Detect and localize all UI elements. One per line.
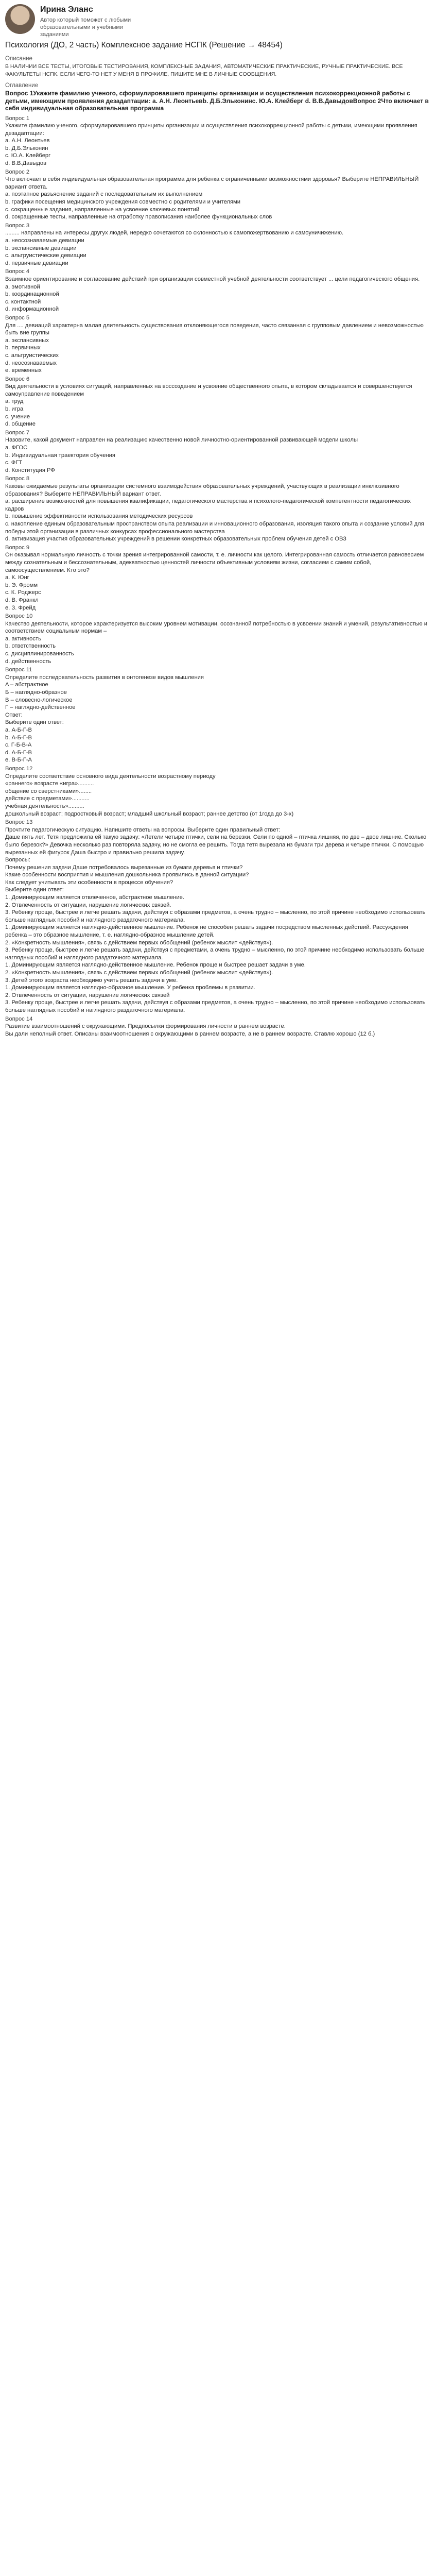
page xyxy=(0,0,436,1038)
answer-option: b. игра xyxy=(5,406,24,413)
question-text: «раннего» возрасте «игра».......... xyxy=(5,781,94,787)
author-block xyxy=(5,4,431,38)
question-block xyxy=(5,1014,431,1038)
answer-option: c. контактной xyxy=(5,298,41,305)
answer-option: c. накопление единым образовательным пространством опыта реализации и инновационного образования, изоляция такого опыта и создание условий для победы этой организации в различных конкурсах профессионального мастерства xyxy=(5,520,424,535)
answer-option: b. первичных xyxy=(5,345,41,351)
question-text: общение со сверстниками»........ xyxy=(5,788,92,794)
question-text: Б – наглядно-образное xyxy=(5,689,67,696)
question-block xyxy=(5,665,431,764)
question-text: Почему решения задачи Даше потребовалось вырезанные из бумаги деревья и птички? xyxy=(5,864,243,871)
answer-option: 2. Отвлеченность от ситуации, нарушение логических связей xyxy=(5,992,170,998)
answer-option: 2. «Конкретность мышления», связь с действием первых обобщений (ребенок мыслит «действуя»). xyxy=(5,939,273,946)
question-text: Назовите, какой документ направлен на реализацию качественно новой личностно-ориентированной развивающей модели школы xyxy=(5,437,358,444)
answer-option: c. Ю.А. Клейберг xyxy=(5,152,51,159)
answer-option: e. З. Фрейд xyxy=(5,604,36,611)
answer-option: e. В-Б-Г-А xyxy=(5,757,32,764)
answer-option: d. А-Б-Г-В xyxy=(5,749,32,756)
question-text: Ответ: xyxy=(5,711,23,718)
author-name[interactable]: Ирина Эланс xyxy=(40,5,93,14)
answer-option: d. первичные девиации xyxy=(5,260,68,266)
question-label: Вопрос 10 xyxy=(5,613,33,620)
answer-option: b. ответственность xyxy=(5,643,56,650)
answer-option: b. Э. Фромм xyxy=(5,582,38,588)
answer-option: 1. Доминирующим является отвлеченное, абстрактное мышление. xyxy=(5,894,184,901)
question-block xyxy=(5,267,431,313)
answer-option: 3. Ребенку проще, быстрее и легче решать задачи, действуя с предметами, а очень трудно – мысленно, по этой причине необходимо использовать больше наглядных пособий и наглядного раздаточного материала. xyxy=(5,947,425,961)
answer-option: c. К. Роджерс xyxy=(5,589,41,596)
question-label: Вопрос 5 xyxy=(5,314,30,321)
question-text: Прочтите педагогическую ситуацию. Напишите ответы на вопросы. Выберите один правильный ответ: xyxy=(5,826,281,833)
question-text: дошкольный возраст; подростковый возраст; младший школьный возраст; раннее детство (от 1года до 3-х) xyxy=(5,810,294,817)
author-description: Автор который поможет с любыми образовательными и учебными заданиями xyxy=(40,17,131,38)
answer-option: b. координационной xyxy=(5,291,59,298)
answer-option: d. сокращенные тесты, направленные на отработку правописания наиболее функциональных слов xyxy=(5,214,272,221)
answer-option: a. расширение возможностей для повышения квалификации, педагогического мастерства и психолого-педагогической компетентности педагогических кадров xyxy=(5,498,411,512)
question-text: Укажите фамилию ученого, сформулировавшего принципы организации и осуществления психокоррекционной работы с детьми, имеющими проявления дезадаптации: xyxy=(5,123,419,137)
question-label: Вопрос 13 xyxy=(5,819,33,826)
question-block xyxy=(5,114,431,167)
question-text: Как следует учитывать эти особенности в процессе обучения? xyxy=(5,879,173,886)
question-block xyxy=(5,167,431,221)
question-text: Г – наглядно-действенное xyxy=(5,704,76,711)
question-text: Для .... девиаций характерна малая длительность существования отклоняющегося поведения, часто связанная с групповым давлением и невозможностью быть вне группы xyxy=(5,322,425,336)
answer-option: d. В.В.Давыдов xyxy=(5,160,47,167)
description-text: В НАЛИЧИИ ВСЕ ТЕСТЫ, ИТОГОВЫЕ ТЕСТИРОВАНИЯ, КОМПЛЕКСНЫЕ ЗАДАНИЯ, АВТОМАТИЧЕСКИЕ ПРАКТИЧЕСКИЕ, РУЧНЫЕ ПРАКТИЧЕСКИЕ. ВСЕ ФАКУЛЬТЕТЫ НСПК. ЕСЛИ ЧЕГО-ТО НЕТ У МЕНЯ В ПРОФИЛЕ, ПИШИТЕ МНЕ В ЛИЧНЫЕ СООБЩЕНИЯ. xyxy=(5,63,403,77)
answer-option: e. временных xyxy=(5,367,42,374)
answer-option: a. экспансивных xyxy=(5,337,49,344)
answer-option: a. труд xyxy=(5,398,24,405)
answer-option: 1. Доминирующим является наглядно-действенное мышление. Ребенок не способен решать задачи посредством мысленных действий. Рассуждения ребенка – это образное мышление, т. е. наглядно-образное мышление детей. xyxy=(5,924,408,939)
answer-option: a. А-Б-Г-В xyxy=(5,727,32,733)
question-text: Развитие взаимоотношений с окружающими. Предпосылки формирования личности в раннем возрасте. xyxy=(5,1023,286,1030)
question-text: Каковы ожидаемые результаты организации системного взаимодействия образовательных учреждений, участвующих в реализации инклюзивного образования? Выберите НЕПРАВИЛЬНЫЙ вариант ответ. xyxy=(5,483,401,497)
question-label: Вопрос 12 xyxy=(5,765,33,772)
question-text: Определите последовательность развития в онтогенезе видов мышления xyxy=(5,674,204,681)
toc-label: Оглавление xyxy=(5,82,39,89)
document-title: Психология (ДО, 2 часть) Комплексное задание НСПК (Решение → 48454) xyxy=(5,41,283,49)
question-text: учебная деятельность».......... xyxy=(5,803,84,809)
answer-option: d. Конституция РФ xyxy=(5,467,55,473)
answer-option: a. неосознаваемые девиации xyxy=(5,238,84,244)
question-text: Какие особенности восприятия и мышления дошкольника проявились в данной ситуации? xyxy=(5,872,249,878)
answer-option: 3. Детей этого возраста необходимо учить решать задачи в уме. xyxy=(5,977,178,984)
author-info xyxy=(40,4,148,38)
answer-option: 2. Отвлеченность от ситуации, нарушение логических связей. xyxy=(5,902,171,908)
question-label: Вопрос 4 xyxy=(5,268,30,275)
answer-option: 1. Доминирующим является наглядно-действенное мышление. Ребенок проще и быстрее решает задачи в уме. xyxy=(5,962,306,969)
answer-option: b. Д.Б.Эльконин xyxy=(5,145,48,151)
answer-option: a. эмотивной xyxy=(5,283,40,290)
question-text: Выберите один ответ: xyxy=(5,887,64,893)
answer-option: c. Г-Б-В-А xyxy=(5,742,32,749)
answer-option: a. поэтапное разъяснение заданий с последовательным их выполнением xyxy=(5,191,203,198)
questions-list xyxy=(5,114,431,1038)
question-block xyxy=(5,764,431,818)
toc-text: Вопрос 1Укажите фамилию ученого, сформулировавшего принципы организации и осуществления психокоррекционной работы с детьми, имеющими проявления дезадаптации: а. А.Н. Леонтьевb. Д.Б.Эльконинc. Ю.А. Клейберг d. В.В.ДавыдовВопрос 2Что включает в себя индивидуальная образовательная программа xyxy=(5,90,429,112)
answer-option: b. повышение эффективности использования методических ресурсов xyxy=(5,513,193,520)
author-avatar[interactable] xyxy=(5,4,35,34)
answer-option: a. активность xyxy=(5,635,41,642)
answer-option: b. А-Б-Г-В xyxy=(5,734,32,741)
answer-option: d. общение xyxy=(5,421,36,428)
question-text: Определите соответствие основного вида деятельности возрастному периоду xyxy=(5,773,216,779)
description-label: Описание xyxy=(5,56,32,62)
question-text: Вы дали неполный ответ. Описаны взаимоотношения с окружающими в раннем возрасте, а не в раннем возрасте. Ставлю хорошо (12 б.) xyxy=(5,1030,375,1037)
answer-option: d. В. Франкл xyxy=(5,597,39,603)
question-label: Вопрос 3 xyxy=(5,222,30,229)
answer-option: c. ФГТ xyxy=(5,460,23,466)
question-label: Вопрос 7 xyxy=(5,429,30,436)
answer-option: b. графики посещения медицинского учреждения совместно с родителями и учителями xyxy=(5,199,240,206)
question-block xyxy=(5,428,431,474)
question-text: Даше пять лет. Тетя предложила ей такую задачу: «Летели четыре птички, сели на березки. Сели по одной – птичка лишняя, по две – двое лишние. Сколько было березок?» Девочка несколько раз повторяла задачу, но не смогла ее решить. Тогда тетя вырезала из бумаги три дерева и четыре птички. С помощью вырезанных ей фигурок Даша быстро и правильно решила задачу. xyxy=(5,834,428,856)
question-block xyxy=(5,221,431,267)
answer-option: 3. Ребенку проще, быстрее и легче решать задачи, действуя с образами предметов, а очень трудно – мысленно, по этой причине необходимо использовать больше наглядных пособий и наглядного раздаточного материала. xyxy=(5,999,426,1013)
answer-option: b. экспансивные девиации xyxy=(5,245,77,251)
answer-option: c. учение xyxy=(5,413,30,420)
question-text: Качество деятельности, которое характеризуется высоким уровнем мотивации, осознанной потребностью в усвоении знаний и умений, результативностью и соответствием социальным нормам – xyxy=(5,620,429,635)
answer-option: b. Индивидуальная траектория обучения xyxy=(5,452,115,459)
question-text: Вопросы: xyxy=(5,857,30,863)
question-text: Вид деятельности в условиях ситуаций, направленных на воссоздание и усвоение общественного опыта, в котором складывается и совершенствуется самоуправление поведением xyxy=(5,383,414,397)
question-text: В – словесно-логическое xyxy=(5,697,73,703)
answer-option: a. А.Н. Леонтьев xyxy=(5,138,50,144)
question-text: Выберите один ответ: xyxy=(5,719,64,726)
question-block xyxy=(5,543,431,612)
answer-option: 3. Ребенку проще, быстрее и легче решать задачи, действуя с образами предметов, а очень трудно – мысленно, по этой причине необходимо использовать больше наглядных пособий и наглядного раздаточного материала. xyxy=(5,909,426,923)
answer-option: c. сокращенные задания, направленные на усвоение ключевых понятий xyxy=(5,206,200,213)
question-text: A – абстрактное xyxy=(5,682,48,688)
answer-option: a. ФГОС xyxy=(5,445,28,451)
question-text: Взаимное ориентирование и согласование действий при организации совместной учебной деятельности соответствует ... цели педагогического общения. xyxy=(5,276,420,282)
question-text: Что включает в себя индивидуальная образовательная программа для ребенка с ограниченными возможностями здоровья? Выберите НЕПРАВИЛЬНЫЙ вариант ответа. xyxy=(5,176,421,190)
answer-option: c. дисциплинированность xyxy=(5,651,74,657)
question-block xyxy=(5,612,431,665)
question-block xyxy=(5,313,431,375)
question-text: действие с предметами»........... xyxy=(5,795,90,802)
answer-option: 1. Доминирующим является наглядно-образное мышление. У ребенка проблемы в развитии. xyxy=(5,985,255,991)
answer-option: c. альтруистических xyxy=(5,352,59,359)
question-text: Он оказывал нормальную личность с точки зрения интегрированной самости, т. е. личности как целого. Интегрированная самость отличается равновесием между сознательным и бессознательным, адекватностью ценностей личности объективным условиям жизни, согласием с самим собой, самоосуществлением. Кто это? xyxy=(5,552,426,573)
answer-option: d. активизация участия образовательных учреждений в решении конкретных образовательных проблем обучения детей с ОВЗ xyxy=(5,536,346,543)
question-label: Вопрос 11 xyxy=(5,667,32,673)
question-label: Вопрос 8 xyxy=(5,476,30,482)
answer-option: c. альтруистические девиации xyxy=(5,252,86,259)
answer-option: a. К. Юнг xyxy=(5,574,29,581)
question-text: ......... направлены на интересы другух людей, нередко сочетаются со склонностью к самопожертвованию и самоуничижению. xyxy=(5,230,344,236)
question-label: Вопрос 14 xyxy=(5,1015,33,1022)
answer-option: d. неосознаваемых xyxy=(5,360,57,366)
question-label: Вопрос 2 xyxy=(5,168,30,175)
answer-option: d. информационной xyxy=(5,306,59,313)
question-label: Вопрос 1 xyxy=(5,115,30,122)
answer-option: d. действенность xyxy=(5,658,51,665)
question-block xyxy=(5,375,431,428)
answer-option: 2. «Конкретность мышления», связь с действием первых обобщений (ребенок мыслит «действуя»). xyxy=(5,970,273,976)
question-block xyxy=(5,474,431,543)
question-label: Вопрос 9 xyxy=(5,544,30,551)
question-block xyxy=(5,818,431,1014)
question-label: Вопрос 6 xyxy=(5,376,30,382)
